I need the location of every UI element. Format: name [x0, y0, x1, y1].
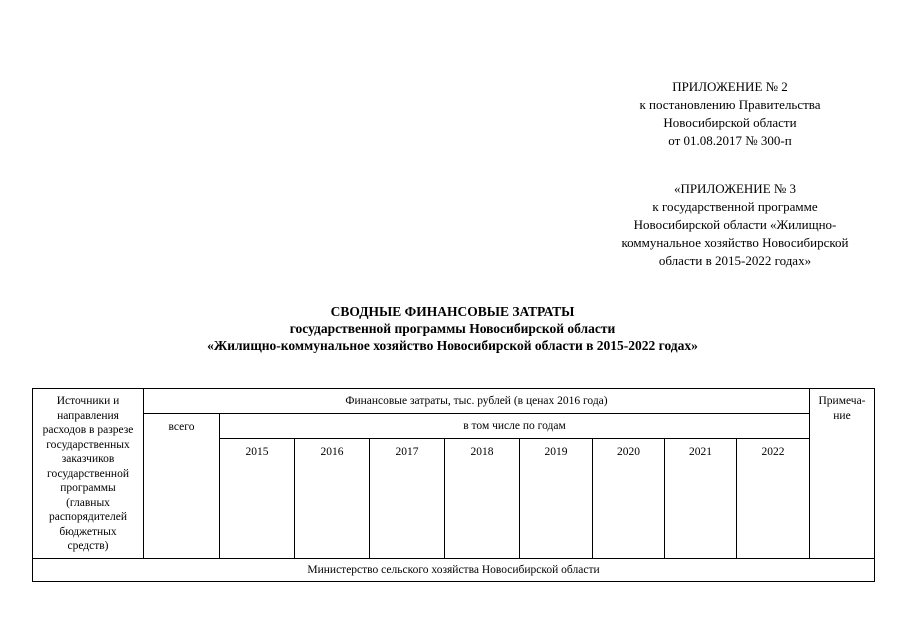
appendix-3-line: к государственной программе [652, 199, 818, 214]
year-cell-2015: 2015 [220, 439, 295, 559]
costs-header-cell: Финансовые затраты, тыс. рублей (в ценах 2016 года) [144, 389, 810, 414]
note-header-cell: Примеча- ние [810, 389, 875, 559]
year-cell-2016: 2016 [295, 439, 370, 559]
appendix-2-line: к постановлению Правительства [639, 97, 821, 112]
year-cell-2021: 2021 [665, 439, 737, 559]
title-line: «Жилищно-коммунальное хозяйство Новосибирской области в 2015-2022 годах» [207, 338, 698, 353]
year-cell-2022: 2022 [737, 439, 810, 559]
year-cell-2020: 2020 [593, 439, 665, 559]
appendix-3-line: области в 2015-2022 годах» [658, 253, 812, 268]
appendix-2-block [596, 78, 864, 150]
appendix-2-line: ПРИЛОЖЕНИЕ № 2 [672, 79, 788, 94]
year-cell-2018: 2018 [445, 439, 520, 559]
year-cell-2019: 2019 [520, 439, 593, 559]
year-cell-2017: 2017 [370, 439, 445, 559]
document-title [0, 303, 905, 354]
total-header-cell: всего [144, 414, 220, 559]
appendix-2-line: от 01.08.2017 № 300-п [668, 133, 792, 148]
title-line: государственной программы Новосибирской области [289, 321, 616, 336]
appendix-3-line: коммунальное хозяйство Новосибирской [621, 235, 849, 250]
appendix-3-line: «ПРИЛОЖЕНИЕ № 3 [673, 181, 797, 196]
sources-header-cell: Источники и направления расходов в разрезе государственных заказчиков государственной программы (главных распорядителей бюджетных средств) [33, 389, 144, 559]
appendix-2-line: Новосибирской области [663, 115, 797, 130]
appendix-3-line: Новосибирской области «Жилищно- [633, 217, 837, 232]
by-years-header-cell: в том числе по годам [220, 414, 810, 439]
title-line: СВОДНЫЕ ФИНАНСОВЫЕ ЗАТРАТЫ [330, 304, 575, 319]
ministry-row: Министерство сельского хозяйства Новосибирской области [33, 559, 875, 582]
appendix-3-block [590, 180, 880, 270]
financial-costs-table [32, 388, 875, 582]
